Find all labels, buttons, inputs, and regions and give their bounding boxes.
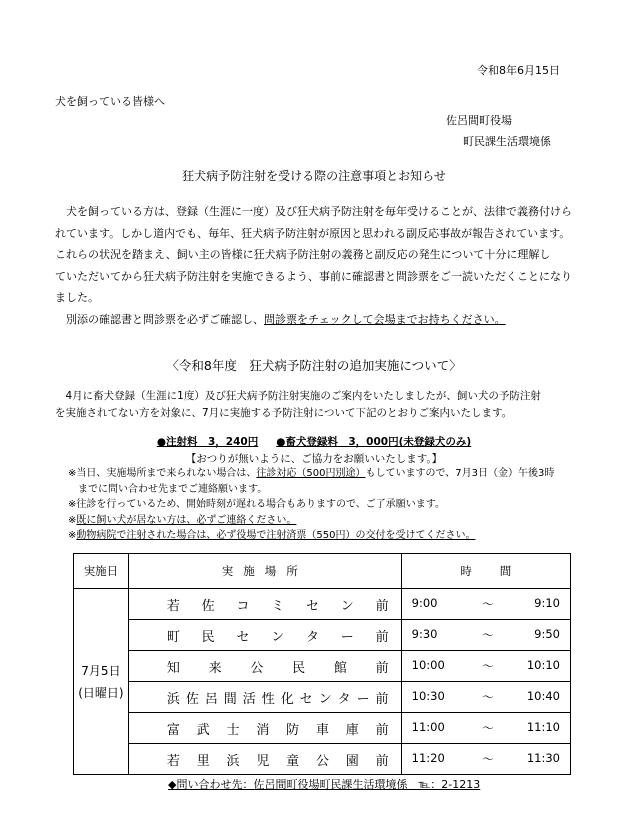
addressee: 犬を飼っている皆様へ (55, 95, 165, 108)
fees-line (0, 434, 628, 449)
note-item-continued: までに問い合わせ先までご連絡願います。 (78, 483, 268, 495)
table-row (74, 589, 571, 620)
notice-line: を実施されてない方を対象に、7月に実施する予防注射について下記のとおりご案内いたします。 (55, 407, 513, 419)
table-row (74, 713, 571, 744)
header-place: 実施場所 (128, 554, 401, 589)
notes-list (68, 466, 554, 544)
intro-line: れています。しかし道内でも、毎年、狂犬病予防注射が原因と思われる副反応事故が報告されています。 (55, 226, 571, 240)
place-name: 若 里 浜 児 童 公 園 前 (166, 753, 389, 769)
table-row (74, 682, 571, 713)
time-range: 9:30 ～ 9:50 (411, 627, 560, 642)
note-item: ※往診を行っているため、開始時刻が遅れる場合もありますので、ご了承願います。 (68, 499, 445, 511)
place-name: 富 武 士 消 防 車 庫 前 (166, 722, 389, 738)
place-name: 若 佐 コ ミ セ ン 前 (166, 598, 389, 614)
note-item: ※当日、実施場所まで来られない場合は、往診対応（500円別途）もしていますので、7月3日（金）午後3時 (68, 468, 555, 479)
confirm-emphasis: 問診票をチェックして会場までお持ちください。 (264, 313, 506, 326)
time-range: 10:00 ～ 10:10 (411, 658, 560, 673)
section-subtitle: 〈令和8年度 狂犬病予防注射の追加実施について〉 (166, 358, 462, 373)
date-day: 7月5日 (81, 663, 121, 678)
time-range: 10:30 ～ 10:40 (411, 689, 560, 704)
time-range: 11:20 ～ 11:30 (411, 751, 560, 766)
time-range: 11:00 ～ 11:10 (411, 720, 560, 735)
intro-line: これらの状況を踏まえ、飼い主の皆様に狂犬病予防注射の義務と副反応の発生について十分に理解し (55, 248, 551, 261)
note-item: ※動物病院で注射された場合は、必ず役場で注射済票（550円）の交付を受けてください。 (68, 530, 476, 542)
document-title: 狂犬病予防注射を受ける際の注意事項とお知らせ (182, 169, 446, 183)
intro-paragraph (55, 201, 575, 309)
place-name: 知 来 公 民 館 前 (166, 660, 389, 676)
time-range: 9:00 ～ 9:10 (411, 596, 560, 611)
confirm-text: 別添の確認書と問診票を必ずご確認し、 (55, 313, 264, 326)
table-header-row (74, 554, 571, 589)
notice-line: 4月に畜犬登録（生涯に1度）及び狂犬病予防注射実施のご案内をいたしましたが、飼い犬の予防注射 (55, 390, 541, 402)
header-time: 時間 (401, 554, 570, 589)
date-weekday: (日曜日) (78, 685, 124, 700)
table-row (74, 651, 571, 682)
notice-paragraph (55, 388, 575, 422)
registration-fee: ●畜犬登録料 3，000円(未登録犬のみ) (276, 436, 472, 448)
place-name: 浜 佐 呂 間 活 性 化 セ ン タ ー 前 (166, 691, 389, 707)
table-row (74, 620, 571, 651)
confirm-paragraph (55, 309, 575, 331)
injection-fee: ●注射料 3，240円 (156, 436, 259, 448)
sender-department: 町民課生活環境係 (463, 135, 551, 148)
table-row (74, 744, 571, 775)
place-name: 町 民 セ ン タ ー 前 (166, 629, 389, 645)
schedule-table (73, 553, 571, 775)
house-call-fee: 往診対応（500円別途） (256, 468, 366, 479)
intro-line: 犬を飼っている方は、登録（生涯に一度）及び狂犬病予防注射を毎年受けることが、法律で義務付けら (55, 205, 572, 218)
change-notice: 【おつりが無いように、ご協力をお願いいたします。】 (185, 453, 443, 465)
contact-info: ◆問い合わせ先：佐呂間町役場町民課生活環境係 ℡：2-1213 (168, 778, 481, 791)
date-cell (74, 589, 129, 775)
sender-office: 佐呂間町役場 (446, 114, 512, 127)
note-item: ※既に飼い犬が居ない方は、必ずご連絡ください。 (68, 514, 297, 526)
document-date: 令和8年6月15日 (477, 64, 560, 77)
intro-line: ていただいてから狂犬病予防注射を実施できるよう、事前に確認書と問診票をご一読いただくことになり (55, 269, 572, 283)
header-date: 実施日 (74, 554, 129, 589)
intro-line: ました。 (55, 291, 99, 304)
